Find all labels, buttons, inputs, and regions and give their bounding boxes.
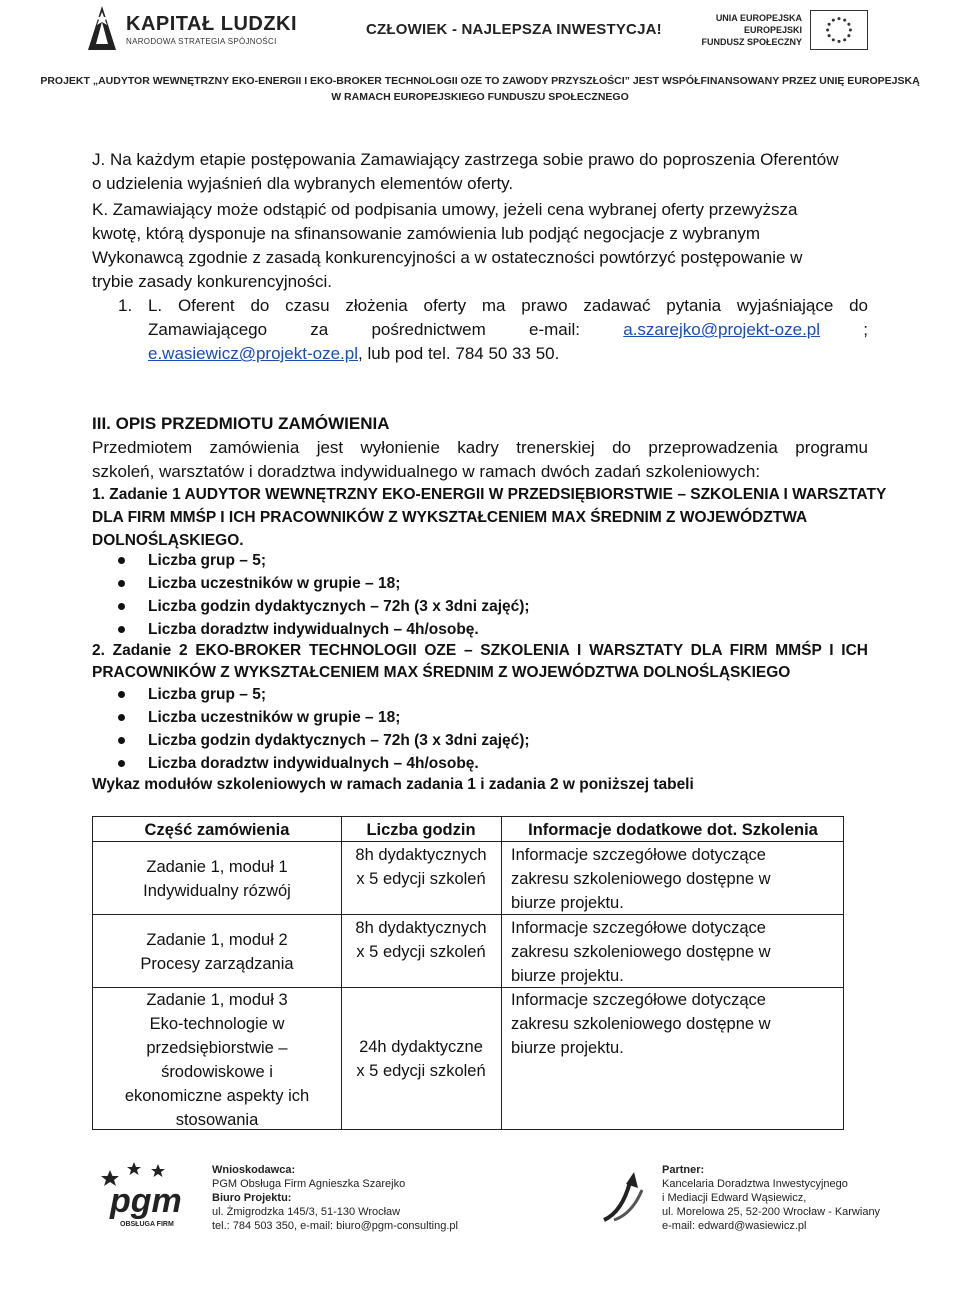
point-j-line-2: o udzielenia wyjaśnień dla wybranych elementów oferty. <box>92 174 514 193</box>
point-k-line-4: trybie zasady konkurencyjności. <box>92 272 333 291</box>
email-link-szarejko[interactable]: a.szarejko@projekt-oze.pl <box>623 320 821 339</box>
cell-line: biurze projektu. <box>511 967 624 985</box>
cell-line: x 5 edycji szkoleń <box>356 870 486 888</box>
l-word-2: za <box>310 320 329 339</box>
applicant-title: Wnioskodawca: <box>212 1164 296 1176</box>
cell-line: biurze projektu. <box>511 1039 624 1057</box>
pgm-logo <box>90 1160 190 1230</box>
point-l-line-1: 1. L. Oferent do czasu złożenia oferty ma prawo zadawać pytania wyjaśniające do <box>118 296 868 315</box>
cell-line: Eko-technologie w <box>149 1015 285 1033</box>
partner-line-1: Kancelaria Doradztwa Inwestycyjnego <box>662 1178 848 1190</box>
cell-line: 8h dydaktycznych <box>355 919 487 937</box>
task-1-line-3: DOLNOŚLĄSKIEGO. <box>92 532 244 549</box>
email-link-wasiewicz[interactable]: e.wasiewicz@projekt-oze.pl <box>148 344 359 363</box>
l-separator: ; <box>863 320 868 339</box>
kapital-ludzki-mark-icon <box>84 4 120 52</box>
office-title: Biuro Projektu: <box>212 1192 292 1204</box>
bullet-icon <box>118 603 125 610</box>
partner-line-2: i Mediacji Edward Wąsiewicz, <box>662 1192 807 1204</box>
cell-line: stosowania <box>175 1111 259 1129</box>
point-j-line-1: J. Na każdym etapie postępowania Zamawiający zastrzega sobie prawo do poproszenia Oferentów <box>92 150 839 169</box>
cell-line: Informacje szczegółowe dotyczące <box>511 919 766 937</box>
cell-line: przedsiębiorstwie – <box>146 1039 288 1057</box>
table-header-divider <box>93 841 843 842</box>
kapital-ludzki-subtitle: NARODOWA STRATEGIA SPÓJNOŚCI <box>126 37 277 46</box>
eu-line-2: EUROPEJSKI <box>743 25 802 35</box>
task-1-bullet-2: Liczba uczestników w grupie – 18; <box>148 575 401 592</box>
cell-line: x 5 edycji szkoleń <box>356 943 486 961</box>
cell-line: ekonomiczne aspekty ich <box>124 1087 310 1105</box>
table-header-info: Informacje dodatkowe dot. Szkolenia <box>528 821 818 839</box>
cell-line: zakresu szkoleniowego dostępne w <box>511 870 771 888</box>
header-slogan: CZŁOWIEK - NAJLEPSZA INWESTYCJA! <box>366 21 662 38</box>
task-2-line-1: 2. Zadanie 2 EKO-BROKER TECHNOLOGII OZE – SZKOLENIA I WARSZTATY DLA FIRM MMŚP I ICH <box>92 642 868 659</box>
project-info-line-1: PROJEKT „AUDYTOR WEWNĘTRZNY EKO-ENERGII I EKO-BROKER TECHNOLOGII OZE TO ZAWODY PRZYSZŁOŚCI” JEST WSPÓŁFINANSOWANY PRZEZ UNIĘ EUROPEJSKĄ <box>40 75 920 87</box>
bullet-icon <box>118 691 125 698</box>
table-row-2-info <box>511 916 771 988</box>
partner-line-3: ul. Morelowa 25, 52-200 Wrocław - Karwiany <box>662 1206 881 1218</box>
cell-line: biurze projektu. <box>511 894 624 912</box>
table-row-3-part <box>93 988 341 1132</box>
cell-line: Zadanie 1, moduł 1 <box>146 858 288 876</box>
table-row-1-hours <box>341 843 501 891</box>
task-1-bullet-1: Liczba grup – 5; <box>148 552 266 569</box>
point-k-line-3: Wykonawcą zgodnie z zasadą konkurencyjności a w ostateczności powtórzyć postępowanie w <box>92 248 803 267</box>
section-3-para-line-2: szkoleń, warsztatów i doradztwa indywidualnego w ramach dwóch zadań szkoleniowych: <box>92 462 761 481</box>
task-2-bullet-2: Liczba uczestników w grupie – 18; <box>148 709 401 726</box>
cell-line: Procesy zarządzania <box>140 955 294 973</box>
project-info-line-2: W RAMACH EUROPEJSKIEGO FUNDUSZU SPOŁECZNEGO <box>331 91 629 103</box>
eu-logo-text <box>700 12 802 48</box>
cell-line: zakresu szkoleniowego dostępne w <box>511 1015 771 1033</box>
l-phone-tail: , lub pod tel. 784 50 33 50. <box>358 344 560 363</box>
table-row-3-info <box>511 988 771 1060</box>
task-1-bullet-4: Liczba doradztw indywidualnych – 4h/osobę. <box>148 621 479 638</box>
table-col-divider <box>501 817 502 1129</box>
cell-line: Indywidualny rózwój <box>143 882 291 900</box>
partner-logo-icon <box>600 1168 648 1224</box>
office-address: ul. Żmigrodzka 145/3, 51-130 Wrocław <box>212 1206 401 1218</box>
pgm-stars-icon <box>90 1160 190 1230</box>
point-l-line-2 <box>148 318 868 342</box>
bullet-icon <box>118 580 125 587</box>
cell-line: 24h dydaktyczne <box>359 1038 483 1056</box>
office-contact: tel.: 784 503 350, e-mail: biuro@pgm-consulting.pl <box>212 1220 458 1232</box>
table-row-3-hours <box>341 1035 501 1083</box>
section-3-para-line-1: Przedmiotem zamówienia jest wyłonienie kadry trenerskiej do przeprowadzenia programu <box>92 438 868 457</box>
cell-line: Zadanie 1, moduł 2 <box>146 931 288 949</box>
point-l-line-3 <box>148 342 924 366</box>
table-header-hours: Liczba godzin <box>366 821 476 839</box>
bullet-icon <box>118 557 125 564</box>
task-1-bullet-3: Liczba godzin dydaktycznych – 72h (3 x 3dni zajęć); <box>148 598 530 615</box>
pgm-logo-text: pgm <box>110 1182 182 1220</box>
task-2-bullet-3: Liczba godzin dydaktycznych – 72h (3 x 3dni zajęć); <box>148 732 530 749</box>
l-word-4: e-mail: <box>529 320 581 339</box>
point-k-line-2: kwotę, którą dysponuje na sfinansowanie zamówienia lub podjąć negocjacje z wybranym <box>92 224 761 243</box>
cell-line: x 5 edycji szkoleń <box>356 1062 486 1080</box>
cell-line: Informacje szczegółowe dotyczące <box>511 846 766 864</box>
table-header-part: Część zamówienia <box>144 821 290 839</box>
table-row-2-part <box>93 928 341 976</box>
cell-line: środowiskowe i <box>161 1063 273 1081</box>
cell-line: Zadanie 1, moduł 3 <box>146 991 288 1009</box>
kapital-ludzki-logo <box>84 4 298 56</box>
modules-intro: Wykaz modułów szkoleniowych w ramach zadania 1 i zadania 2 w poniższej tabeli <box>92 776 694 793</box>
bullet-icon <box>118 626 125 633</box>
applicant-name: PGM Obsługa Firm Agnieszka Szarejko <box>212 1178 406 1190</box>
task-2-line-2: PRACOWNIKÓW Z WYKSZTAŁCENIEM MAX ŚREDNIM Z WOJEWÓDZTWA DOLNOŚLĄSKIEGO <box>92 664 791 681</box>
section-3-title: III. OPIS PRZEDMIOTU ZAMÓWIENIA <box>92 414 390 433</box>
partner-title: Partner: <box>662 1164 705 1176</box>
task-2-bullet-4: Liczba doradztw indywidualnych – 4h/osobę. <box>148 755 479 772</box>
table-row-1-part <box>93 855 341 903</box>
table-row-1-info <box>511 843 771 915</box>
eu-line-1: UNIA EUROPEJSKA <box>715 13 802 23</box>
partner-line-4: e-mail: edward@wasiewicz.pl <box>662 1220 807 1232</box>
bullet-icon <box>118 760 125 767</box>
point-k-line-1: K. Zamawiający może odstąpić od podpisania umowy, jeżeli cena wybranej oferty przewyższa <box>92 200 798 219</box>
cell-line: zakresu szkoleniowego dostępne w <box>511 943 771 961</box>
cell-line: Informacje szczegółowe dotyczące <box>511 991 766 1009</box>
bullet-icon <box>118 714 125 721</box>
eu-flag-icon <box>810 10 868 50</box>
modules-table <box>92 816 844 1130</box>
cell-line: 8h dydaktycznych <box>355 846 487 864</box>
footer-applicant <box>212 1163 458 1233</box>
task-1-line-1: 1. Zadanie 1 AUDYTOR WEWNĘTRZNY EKO-ENERGII W PRZEDSIĘBIORSTWIE – SZKOLENIA I WARSZTATY <box>92 486 887 503</box>
pgm-logo-subtext: OBSŁUGA FIRM <box>120 1221 174 1228</box>
table-row-2-hours <box>341 916 501 964</box>
eu-line-3: FUNDUSZ SPOŁECZNY <box>701 37 802 47</box>
bullet-icon <box>118 737 125 744</box>
task-2-bullet-1: Liczba grup – 5; <box>148 686 266 703</box>
kapital-ludzki-title: KAPITAŁ LUDZKI <box>126 13 298 35</box>
l-word-3: pośrednictwem <box>371 320 486 339</box>
footer-partner <box>662 1163 880 1233</box>
page-header <box>0 0 960 60</box>
l-word-1: Zamawiającego <box>148 320 268 339</box>
task-1-line-2: DLA FIRM MMŚP I ICH PRACOWNIKÓW Z WYKSZTAŁCENIEM MAX ŚREDNIM Z WOJEWÓDZTWA <box>92 509 808 526</box>
